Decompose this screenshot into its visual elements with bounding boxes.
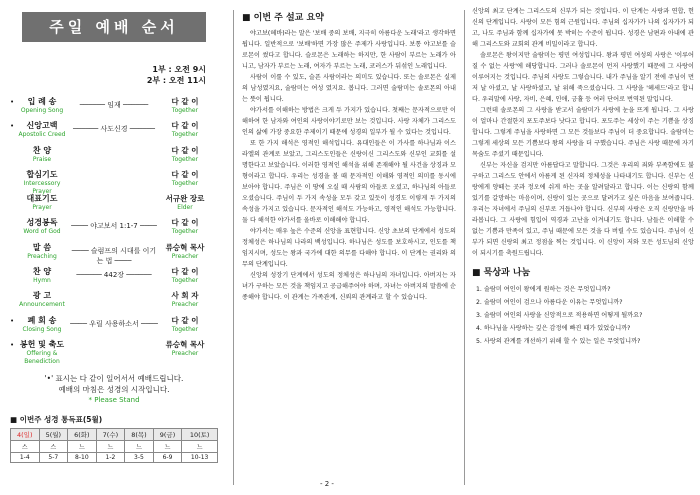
order-leader-en: Together bbox=[171, 325, 199, 333]
order-item bbox=[10, 169, 218, 193]
order-content: ────── 사도신경 ────── bbox=[72, 125, 156, 134]
sermon-paragraph: 그런데 솔로몬의 그 사랑을 받고서 술람미가 사랑에 눈을 뜨게 됩니다. 그 사랑이 얼마나 간절한지 포도주보다 낫다고 합니다. 포도주는 세상이 주는 기쁨을 상징합니다. 그렇게 주님을 사랑하면 그 모든 것들보다 주님이 더 중요합니다. 술람미는 그렇게 세상의 모든 기쁨보다 왕의 사랑을 더 구했습니다. 주님은 사랑 때문에 자기 목숨도 주셨기 때문입니다. bbox=[472, 107, 694, 158]
standing-note bbox=[10, 373, 218, 406]
reading-book: 스 bbox=[11, 441, 40, 453]
order-leader-en: Preacher bbox=[171, 349, 199, 357]
order-leader: 사 회 자 bbox=[171, 291, 199, 301]
order-content: ──── 슬럼프의 시대를 이기는 법 ──── bbox=[71, 246, 157, 265]
sermon-continued-column bbox=[468, 0, 700, 495]
page-title: 주일 예배 순서 bbox=[22, 12, 206, 42]
order-leader: 다 같 이 bbox=[171, 145, 199, 155]
order-leader-en: Together bbox=[171, 107, 199, 114]
order-label: 대표기도 bbox=[26, 194, 58, 204]
order-item bbox=[10, 290, 218, 314]
reading-book: 느 bbox=[182, 441, 218, 453]
stand-marker: • bbox=[10, 98, 15, 106]
order-leader-en: Together bbox=[171, 179, 199, 187]
order-leader-en: Together bbox=[171, 131, 199, 139]
order-label: 광 고 bbox=[32, 291, 52, 301]
order-leader: 서규완 장로 bbox=[165, 194, 205, 204]
reading-chapters: 5-7 bbox=[39, 453, 68, 463]
order-leader: 류승혁 목사 bbox=[165, 242, 205, 252]
order-leader: 다 같 이 bbox=[171, 97, 199, 106]
stand-marker: • bbox=[10, 340, 15, 349]
reading-book: 느 bbox=[125, 441, 154, 453]
order-leader-en: Preacher bbox=[171, 252, 199, 260]
order-item bbox=[10, 120, 218, 144]
question-item: 2. 술람미 여인이 검으나 아름다운 이유는 무엇입니까? bbox=[476, 299, 623, 306]
order-label: 폐 회 송 bbox=[27, 315, 57, 325]
service-time-2: 2부 : 오전 11시 bbox=[146, 76, 206, 85]
worship-order-column bbox=[0, 0, 228, 495]
sermon-paragraph: 신앙의 성장기 단계에서 성도의 정체성은 하나님의 자녀입니다. 아버지는 자녀가 구하는 모든 것을 책임지고 공급해주어야 하며, 자녀는 아버지의 말씀에 순종해야 합니다. 이 관계는 가족관계, 신뢰의 관계라고 할 수 있습니다. bbox=[242, 272, 456, 301]
note-line: '•' 표시는 다 같이 일어서서 예배드립니다. bbox=[44, 374, 184, 384]
reading-day: 4(일) bbox=[11, 429, 40, 441]
question-item: 3. 술람미 여인의 사랑을 신앙적으로 적용하면 어떻게 될까요? bbox=[476, 312, 643, 319]
reading-book: 느 bbox=[96, 441, 125, 453]
order-content: ────── 임재 ────── bbox=[79, 101, 149, 109]
order-leader: 다 같 이 bbox=[171, 218, 199, 228]
order-leader: 다 같 이 bbox=[171, 267, 199, 277]
order-label-en: Announcement bbox=[19, 301, 65, 309]
sermon-paragraph: 사람이 이룰 수 있도, 슬픈 사람이라는 의미도 있습니다. 또는 솔로몬은 실제의 남성였지요, 술람미는 여성 였지요. 봅니다. 그러면 술람미는 솔로몬의 아내는 뜻이 됩니다. bbox=[242, 74, 456, 103]
order-leader-en: Together bbox=[171, 155, 199, 163]
reading-chapters: 10-13 bbox=[182, 453, 218, 463]
reading-day: 9(금) bbox=[153, 429, 182, 441]
please-stand: * Please Stand bbox=[88, 396, 140, 405]
order-label-en: Intercessory Prayer bbox=[23, 179, 61, 195]
question-list bbox=[472, 283, 694, 348]
stand-marker: • bbox=[10, 122, 15, 131]
reading-chapters: 1-2 bbox=[96, 453, 125, 463]
reading-day: 5(월) bbox=[39, 429, 68, 441]
sermon-paragraph: 신부는 자신을 검지만 아름답다고 말합니다. 그것은 우리의 죄와 부족함에도 불구하고 그리스도 안에서 아름게 된 신자의 정체성을 나타내기도 합니다. 신부는 신랑에게 양떼는 곳과 정오에 쉬게 하는 곳을 알려달라고 합니다. 이는 신랑의 함께 있기를 갈망하는 마음이며, 신랑이 있는 곳으로 달려가고 싶은 마음을 보여줍니다. 우리는 자녀에서 주님의 신부로 거듭나야 합니다. 신부의 사랑은 오직 신랑만을 바라봅니다. 그 사랑에 힘입어 역경과 고난을 이겨내기도 합니다. 남들은 이해할 수 없는 기쁨과 만족이 있고, 주님 때문에 모든 것을 다 버릴 수도 있습니다. 주님이 신부가 되면 신랑의 최고 정점을 찍는 것입니다. 이 신앙이 저와 모든 성도님의 신앙이 되시기를 축원드립니다. bbox=[472, 162, 694, 257]
reading-chapters: 6-9 bbox=[153, 453, 182, 463]
reading-plan-table bbox=[10, 428, 218, 463]
order-leader-en: Together bbox=[171, 277, 199, 285]
order-item bbox=[10, 315, 218, 339]
order-item bbox=[10, 193, 218, 217]
order-label-en: Opening Song bbox=[20, 107, 64, 114]
reading-book: 느 bbox=[68, 441, 97, 453]
order-label-en: Apostolic Creed bbox=[18, 131, 66, 139]
sermon-paragraph: 솔로몬은 왕이지만 술람미는 평민 여성입니다. 왕과 평민 여성의 사랑은 '이루어질 수 없는 사랑'에 해당합니다. 그러나 솔로몬이 먼저 사랑했기 때문에 그 사랑이 이루어지는 것입니다. 주님의 사랑도 그렇습니다. 내가 주님을 알기 전에 주님이 먼저 날 아셨고, 날 사랑하셨고, 날 위해 죽으셨습니다. 그 사랑을 '헤세드'라고 합니다. 우리말에 사랑, 자비, 은혜, 인애, 긍휼 등 여러 단어로 번역된 말입니다. bbox=[472, 52, 694, 103]
order-label: 봉헌 및 축도 bbox=[19, 339, 65, 349]
order-label: 합심기도 bbox=[26, 169, 58, 179]
order-item bbox=[10, 145, 218, 169]
order-content: ──── 우릴 사용하소서 ──── bbox=[70, 319, 158, 328]
order-leader: 류승혁 목사 bbox=[165, 339, 205, 349]
order-list bbox=[10, 96, 218, 363]
order-leader: 다 같 이 bbox=[171, 169, 199, 179]
order-label-en: Word of God bbox=[23, 228, 61, 236]
order-label-en: Offering & Benediction bbox=[24, 349, 60, 365]
sermon-paragraph: 야고보(헤바)라는 말은 '보배 중의 보배, 지극히 아름다운 노래'라고 생각하면 됩니다. 일반적으로 '보배'하면 가장 많은 주제가 사랑입니다. 보통 야고보를 슬로몬이 썼다고 합니다. 슬로몬은 노래하는 하지만, 한 사람이 부르는 노래가 아니고, 남자가 부르는 노래, 여자가 부르는 노래, 코러스가 뒤섞인 노래입니다. bbox=[242, 30, 456, 70]
order-content: ──── 야고보서 1:1-7 ──── bbox=[71, 222, 157, 231]
order-leader: 다 같 이 bbox=[171, 315, 199, 325]
order-item bbox=[10, 242, 218, 266]
stand-marker: • bbox=[10, 316, 15, 325]
page-number: - 2 - bbox=[320, 480, 334, 488]
reading-day: 10(토) bbox=[182, 429, 218, 441]
reading-book: 느 bbox=[153, 441, 182, 453]
order-leader-en: Elder bbox=[177, 204, 193, 212]
sermon-paragraph: 신앙의 최고 단계는 그리스도의 신부가 되는 것입니다. 이 단계는 사랑과 연합, 헌신의 단계입니다. 사랑이 모든 힘의 근원입니다. 주님의 십자가가 나의 십자가가 되고, 나도 주님과 함께 십자가에 못 박히는 수준이 됩니다. 성경은 남편과 아내에 관해 그리스도와 교회의 관계 비밀이라고 합니다. bbox=[472, 8, 694, 48]
note-line: 예배의 마침은 성경의 시작입니다. bbox=[58, 385, 170, 395]
order-leader-en: Preacher bbox=[171, 301, 199, 309]
sermon-column bbox=[238, 0, 460, 495]
order-label: 찬 양 bbox=[32, 145, 52, 155]
order-label: 입 례 송 bbox=[27, 97, 57, 106]
sermon-paragraph: 야가서를 이해하는 방법은 크게 두 가지가 있습니다. 첫째는 문자적으로만 이해하여 한 남자와 여인의 사랑이야기로만 보는 것입니다. 사랑 자체가 그리스도인의 삶에 가장 중요한 주제이기 때문에 성경의 일부가 될 수 있다는 것입니다. bbox=[242, 107, 456, 136]
order-item bbox=[10, 266, 218, 290]
question-item: 5. 사랑의 관계를 개선하기 위해 할 수 있는 일은 무엇입니까? bbox=[476, 338, 641, 345]
order-label-en: Hymn bbox=[33, 277, 51, 285]
sermon-heading: ■ 이번 주 설교 요약 bbox=[242, 13, 324, 23]
order-label-en: Praise bbox=[32, 155, 52, 163]
service-schedule bbox=[10, 64, 206, 86]
sermon-paragraph: 야가서는 매우 높은 수준의 신앙을 표현합니다. 신앙 초보의 단계에서 성도의 정체성은 하나님의 나라의 백성입니다. 하나님은 성도를 보호하시고, 인도를 책임지시며, 성도는 왕과 국가에 대한 의무를 다해야 합니다. 이 단계는 권리와 의무의 단계입니다. bbox=[242, 228, 456, 268]
column-divider bbox=[464, 10, 465, 485]
column-divider bbox=[233, 10, 234, 485]
reading-day: 7(수) bbox=[96, 429, 125, 441]
questions-heading: ■ 묵상과 나눔 bbox=[472, 268, 531, 278]
reading-day: 6(화) bbox=[68, 429, 97, 441]
order-label: 성경봉독 bbox=[26, 218, 58, 228]
order-label: 찬 양 bbox=[32, 267, 52, 277]
reading-chapters: 1-4 bbox=[11, 453, 40, 463]
order-leader: 다 같 이 bbox=[171, 121, 199, 131]
sermon-paragraph: 또 한 가지 해석은 영적인 해석입니다. 유대인들은 이 가사를 하나님과 이스라엘의 관계로 보았고, 그리스도인들은 신랑이신 그리스도와 신부인 교회를 설명한다고 보았습니다. 이러한 영적인 해석을 위해 존재해야 될 사건을 상징과 모형이라고 합니다. 우리는 성경을 볼 때 문자적인 이해와 영적인 의미를 동시에 보아야 합니다. 주님은 이 땅에 오실 때 사람의 아들로 오셨고, 하나님의 아들로 오셨습니다. 주님이 두 가지 속성을 모두 갖고 있듯이 성경도 이렇게 두 가지의 속성을 가지고 있습니다. 문자적인 해석도 가능하고, 영적인 해석도 가능합니다. 둘 다 해석한 야가서를 올바로 이해해야 합니다. bbox=[242, 140, 456, 224]
order-item bbox=[10, 96, 218, 120]
question-item: 1. 술람미 여인이 왕에게 원하는 것은 무엇입니까? bbox=[476, 286, 611, 293]
order-item bbox=[10, 339, 218, 363]
order-leader-en: Together bbox=[171, 228, 199, 236]
reading-chapters: 8-10 bbox=[68, 453, 97, 463]
service-time-1: 1부 : 오전 9시 bbox=[152, 65, 206, 74]
order-label-en: Prayer bbox=[32, 204, 52, 212]
order-label: 말 씀 bbox=[32, 242, 52, 252]
reading-book: 스 bbox=[39, 441, 68, 453]
reading-plan-title: ■ 이번주 성경 통독표(5월) bbox=[10, 415, 103, 425]
order-label: 신앙고백 bbox=[26, 121, 58, 131]
order-content: ────── 442장 ────── bbox=[76, 271, 152, 280]
order-label-en: Preaching bbox=[27, 252, 57, 260]
order-label-en: Closing Song bbox=[22, 325, 62, 333]
reading-chapters: 3-5 bbox=[125, 453, 154, 463]
question-item: 4. 하나님을 사랑하는 깊은 감정에 빠진 때가 있었습니까? bbox=[476, 325, 631, 332]
reading-day: 8(목) bbox=[125, 429, 154, 441]
order-item bbox=[10, 217, 218, 241]
